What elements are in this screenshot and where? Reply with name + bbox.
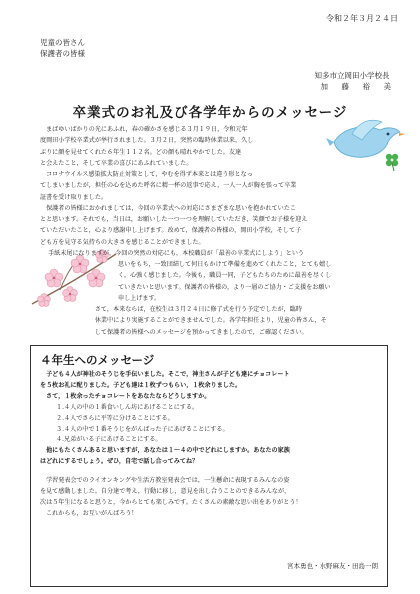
page-title: 卒業式のお礼及び各学年からのメッセージ xyxy=(72,105,348,121)
body-line: く，心強く感じました。今後も，職員一同，子どもたちのために最善を尽くし xyxy=(118,272,332,280)
intro-line: を５枚お礼に配りました。子ども達は１枚ずつもらい，１枚余りました。 xyxy=(40,381,242,389)
closing-line: 学習発表会でのライオンキングや生活方教室発表会では，一生懸命に表現するみんなの姿 xyxy=(40,477,290,485)
grade4-message-title: ４年生へのメッセージ xyxy=(40,353,155,367)
closing-line: を見て感動しました。自分達で考え，行動に移し，意見を出し合うことのできるみんなが， xyxy=(40,488,291,496)
body-line: 度岡田小学校卒業式が挙行されました。３月２日，突然の臨時休業以来，久し xyxy=(40,137,254,145)
closing-paragraph xyxy=(40,304,396,338)
grade4-message-body xyxy=(40,370,382,520)
sender-name: 加 藤 裕 美 xyxy=(320,82,394,91)
question-line: 他にもたくさんあると思いますが，あなたは１～４の中でどれにしますか。あなたの家族 xyxy=(40,447,290,455)
staff-thanks-paragraph xyxy=(42,248,396,259)
body-line: 保護者の皆様におかれましては，今回の卒業式への対応にさまざまな思いを抱かれていたこ xyxy=(40,205,296,213)
body-line: ども方を見守る気持ちの大きさを感じることができました。 xyxy=(40,238,205,246)
body-line: と会えたこと，そして卒業の喜びにあふれていました。 xyxy=(40,159,193,167)
body-line: てしまいましたが，担任の心を込めた呼名に精一杯の返事で応え，一人一人が胸を張って卒業 xyxy=(40,182,297,190)
intro-line: さて，１枚余ったチョコレートをあなたならどうしますか。 xyxy=(40,392,211,400)
addressee-students: 児童の皆さん xyxy=(40,38,85,47)
closing-line: 次は５年生になると思うと，今からとても楽しみです。たくさんの素敵な思い出をありがとう！ xyxy=(40,498,302,506)
document-date: 令和２年３月２４日 xyxy=(326,14,398,23)
body-line: まばゆいばかりの光にあふれ，春の確かさを感じる３月１９日，令和元年 xyxy=(40,126,248,133)
greeting-body-paragraph xyxy=(40,124,392,214)
body-line: とと思います。それでも，当日は，お願いした一つ一つを理解していただき，笑顔でお子様を迎え xyxy=(40,216,308,223)
closing-line: これからも，お互いがんばろう！ xyxy=(40,509,138,517)
body-line: さて，本来ならば，在校生は３月２４日に修了式を行う予定でしたが，臨時 xyxy=(40,306,302,313)
intro-line: 子ども４人が神社のそうじを手伝いました。そこで，神主さんが子ども達にチョコレート xyxy=(40,371,290,378)
staff-thanks-continued xyxy=(118,259,396,304)
option-item: ２.４人でさらに平等に分けることにする。 xyxy=(56,414,174,422)
option-item: ３.４人の中で１番そうじをがんばった子にあげることにする。 xyxy=(56,425,229,433)
body-line: 手紙末尾になりますが，今回の突然の対応にも，本校職員が「最善の卒業式にしよう」という xyxy=(42,250,305,257)
option-item: １.４人の中の１番食いしん坊にあげることにする。 xyxy=(56,403,199,411)
teacher-signatures: 宮本勇也・水野麻友・田島一朗 xyxy=(287,562,378,570)
question-line: はどれにするでしょう。ぜひ，自宅で話し合ってみてね？ xyxy=(40,458,199,466)
body-line: ていただいたこと，心より感謝申し上げます。改めて，保護者の皆様の，岡田小学校，そして子 xyxy=(40,227,302,235)
sender-school: 知多市立岡田小学校長 xyxy=(314,71,390,80)
body-line: 休業中により実施することができませんでした。各学年担任より，児童の皆さん，そ xyxy=(40,317,327,325)
option-list xyxy=(40,403,382,447)
body-line: して保護者の皆様へのメッセージを預かってきましたので，ご確認ください。 xyxy=(40,328,308,336)
body-line: ていきたいと思います。保護者の皆様の，より一層のご協力・ご支援をお願い xyxy=(118,283,331,291)
body-line: 申し上げます。 xyxy=(118,294,161,302)
spacer xyxy=(40,468,382,476)
addressee-guardians: 保護者の皆様 xyxy=(40,49,85,58)
body-line: ぶりに顔を見せてくれた６年生１１２名。どの顔も晴れやかでした。友達 xyxy=(40,148,242,156)
option-item: ４.兄弟がいる子にあげることにする。 xyxy=(56,436,162,444)
body-line: 証書を受け取りました。 xyxy=(40,193,108,201)
sender-block xyxy=(315,70,395,92)
addressee-block xyxy=(40,37,85,59)
body-line: コロナウイルス感染拡大防止対策として，やむを得ず本来とは違う形となっ xyxy=(40,171,253,179)
body-line: 思いをもち，一致団結して何日もかけて準備を進めてくれたこと，とても嬉し xyxy=(118,261,332,268)
